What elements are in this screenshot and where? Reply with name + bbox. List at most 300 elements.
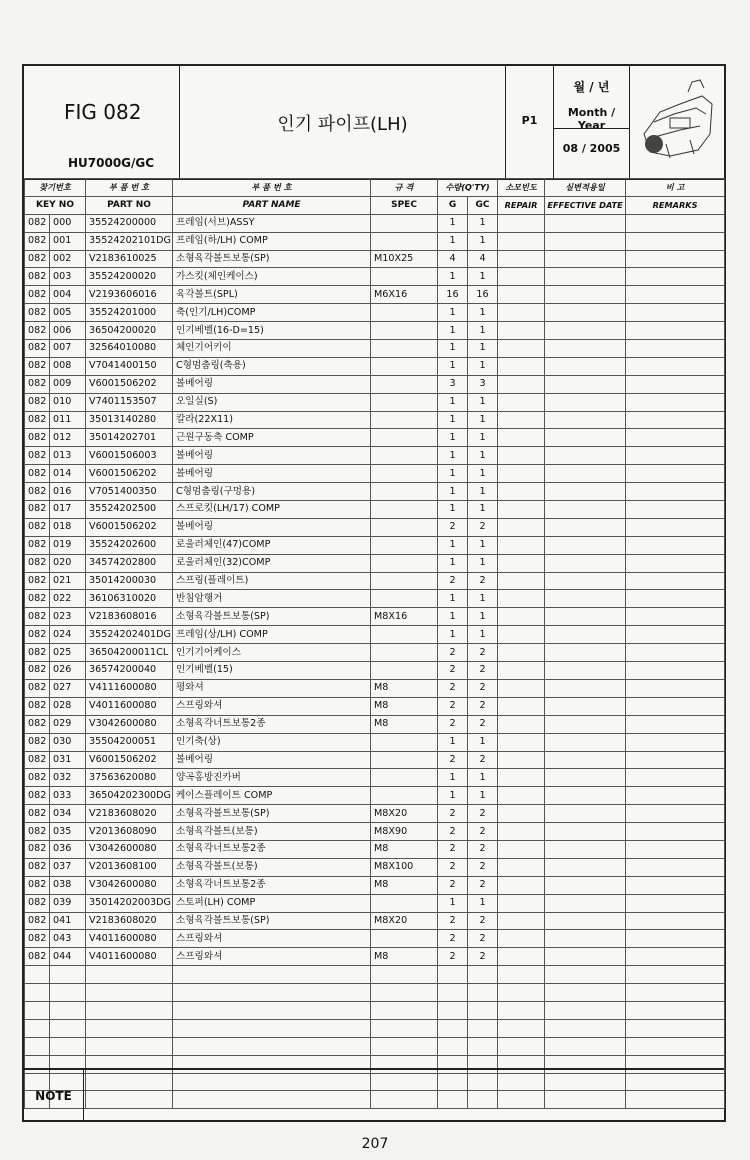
cell-spec xyxy=(371,232,438,250)
cell-spec: M8X16 xyxy=(371,608,438,626)
empty-cell xyxy=(545,447,626,465)
cell-fig: 082 xyxy=(25,858,50,876)
cell-name: 스프링와셔 xyxy=(173,948,371,966)
cell-g: 1 xyxy=(438,608,468,626)
cell-part: 36504202300DG xyxy=(86,787,173,805)
cell-part: 35524200000 xyxy=(86,214,173,232)
cell-part: V6001506202 xyxy=(86,465,173,483)
empty-cell xyxy=(545,679,626,697)
cell-spec: M8X20 xyxy=(371,912,438,930)
empty-cell xyxy=(173,966,371,984)
cell-gc: 1 xyxy=(468,214,498,232)
cell-g: 1 xyxy=(438,447,468,465)
cell-key: 030 xyxy=(50,733,86,751)
empty-cell xyxy=(498,304,545,322)
empty-cell xyxy=(498,411,545,429)
table-row xyxy=(25,679,725,697)
table-row xyxy=(25,268,725,286)
cell-gc: 2 xyxy=(468,572,498,590)
empty-cell xyxy=(545,787,626,805)
table-row xyxy=(25,429,725,447)
cell-gc: 2 xyxy=(468,858,498,876)
cell-key: 018 xyxy=(50,518,86,536)
empty-cell xyxy=(498,232,545,250)
cell-g: 2 xyxy=(438,930,468,948)
empty-cell xyxy=(498,554,545,572)
cell-part: 32564010080 xyxy=(86,340,173,358)
cell-fig: 082 xyxy=(25,805,50,823)
cell-spec xyxy=(371,733,438,751)
cell-spec xyxy=(371,411,438,429)
cell-key: 038 xyxy=(50,876,86,894)
table-row xyxy=(25,340,725,358)
cell-name: 로울러체인(32)COMP xyxy=(173,554,371,572)
cell-fig: 082 xyxy=(25,304,50,322)
cell-g: 1 xyxy=(438,340,468,358)
cell-spec xyxy=(371,644,438,662)
empty-cell xyxy=(50,1019,86,1037)
empty-cell xyxy=(626,322,725,340)
table-row xyxy=(25,232,725,250)
cell-gc: 2 xyxy=(468,948,498,966)
empty-cell xyxy=(545,268,626,286)
empty-cell xyxy=(498,930,545,948)
cell-fig: 082 xyxy=(25,590,50,608)
table-row xyxy=(25,572,725,590)
cell-fig: 082 xyxy=(25,447,50,465)
empty-cell xyxy=(25,984,50,1002)
cell-gc: 2 xyxy=(468,679,498,697)
cell-name: 스프링와셔 xyxy=(173,930,371,948)
machine-illustration-icon xyxy=(640,74,716,166)
cell-gc: 2 xyxy=(468,930,498,948)
cell-spec xyxy=(371,375,438,393)
cell-fig: 082 xyxy=(25,715,50,733)
table-row xyxy=(25,697,725,715)
cell-key: 016 xyxy=(50,483,86,501)
cell-gc: 1 xyxy=(468,322,498,340)
cell-key: 044 xyxy=(50,948,86,966)
table-row xyxy=(25,876,725,894)
cell-fig: 082 xyxy=(25,644,50,662)
table-row xyxy=(25,894,725,912)
cell-name: 볼베어링 xyxy=(173,751,371,769)
empty-cell xyxy=(86,1001,173,1019)
cell-part: V4011600080 xyxy=(86,948,173,966)
empty-cell xyxy=(498,375,545,393)
cell-g: 1 xyxy=(438,393,468,411)
parts-rows xyxy=(25,214,725,1109)
empty-cell xyxy=(545,501,626,519)
empty-cell xyxy=(438,1019,468,1037)
cell-fig: 082 xyxy=(25,572,50,590)
cell-spec xyxy=(371,501,438,519)
empty-cell xyxy=(50,966,86,984)
cell-name: 소형육각볼트보통(SP) xyxy=(173,250,371,268)
page-number: 207 xyxy=(361,1136,389,1152)
empty-cell xyxy=(371,1037,438,1055)
cell-g: 1 xyxy=(438,483,468,501)
empty-cell xyxy=(545,1019,626,1037)
cell-key: 008 xyxy=(50,357,86,375)
cell-name: 스프링(플레이트) xyxy=(173,572,371,590)
table-row xyxy=(25,590,725,608)
cell-gc: 2 xyxy=(468,876,498,894)
cell-gc: 1 xyxy=(468,590,498,608)
empty-cell xyxy=(173,1001,371,1019)
empty-cell xyxy=(498,465,545,483)
cell-key: 035 xyxy=(50,823,86,841)
parts-list-sheet xyxy=(22,64,726,1122)
empty-row xyxy=(25,1019,725,1037)
spec-header-kr: 규 격 xyxy=(371,179,438,197)
empty-cell xyxy=(545,644,626,662)
page-title: 인기 파이프(LH) xyxy=(277,114,408,135)
table-row xyxy=(25,715,725,733)
empty-cell xyxy=(50,984,86,1002)
empty-cell xyxy=(626,429,725,447)
empty-cell xyxy=(626,250,725,268)
cell-spec xyxy=(371,447,438,465)
cell-fig: 082 xyxy=(25,286,50,304)
cell-key: 031 xyxy=(50,751,86,769)
cell-name: 소형육각볼트보통(SP) xyxy=(173,608,371,626)
cell-part: 36504200011CL xyxy=(86,644,173,662)
cell-fig: 082 xyxy=(25,608,50,626)
cell-gc: 16 xyxy=(468,286,498,304)
cell-fig: 082 xyxy=(25,429,50,447)
cell-fig: 082 xyxy=(25,375,50,393)
cell-spec xyxy=(371,769,438,787)
empty-cell xyxy=(626,840,725,858)
empty-cell xyxy=(545,554,626,572)
table-row xyxy=(25,411,725,429)
empty-cell xyxy=(545,858,626,876)
cell-key: 023 xyxy=(50,608,86,626)
cell-spec: M8X100 xyxy=(371,858,438,876)
cell-fig: 082 xyxy=(25,536,50,554)
empty-cell xyxy=(86,1037,173,1055)
empty-cell xyxy=(545,751,626,769)
cell-gc: 1 xyxy=(468,357,498,375)
cell-fig: 082 xyxy=(25,876,50,894)
cell-gc: 4 xyxy=(468,250,498,268)
cell-key: 013 xyxy=(50,447,86,465)
cell-part: V3042600080 xyxy=(86,840,173,858)
empty-cell xyxy=(626,733,725,751)
cell-gc: 2 xyxy=(468,715,498,733)
empty-cell xyxy=(545,483,626,501)
empty-cell xyxy=(498,894,545,912)
cell-part: V7041400150 xyxy=(86,357,173,375)
empty-cell xyxy=(25,1019,50,1037)
cell-fig: 082 xyxy=(25,411,50,429)
date-divider xyxy=(554,128,629,129)
cell-key: 001 xyxy=(50,232,86,250)
cell-key: 012 xyxy=(50,429,86,447)
cell-gc: 1 xyxy=(468,787,498,805)
cell-spec xyxy=(371,340,438,358)
cell-gc: 2 xyxy=(468,805,498,823)
table-row xyxy=(25,912,725,930)
empty-cell xyxy=(626,536,725,554)
cell-name: 근원구동축 COMP xyxy=(173,429,371,447)
cell-key: 032 xyxy=(50,769,86,787)
part-name-header-kr: 부 품 번 호 xyxy=(173,179,371,197)
empty-cell xyxy=(626,1001,725,1019)
empty-cell xyxy=(626,858,725,876)
cell-g: 1 xyxy=(438,894,468,912)
cell-key: 003 xyxy=(50,268,86,286)
cell-key: 019 xyxy=(50,536,86,554)
empty-cell xyxy=(545,214,626,232)
table-row xyxy=(25,554,725,572)
empty-cell xyxy=(626,554,725,572)
cell-gc: 1 xyxy=(468,447,498,465)
empty-cell xyxy=(498,340,545,358)
empty-cell xyxy=(626,304,725,322)
empty-cell xyxy=(498,966,545,984)
empty-cell xyxy=(626,697,725,715)
cell-name: 로울러체인(47)COMP xyxy=(173,536,371,554)
cell-key: 024 xyxy=(50,626,86,644)
empty-cell xyxy=(626,644,725,662)
cell-gc: 1 xyxy=(468,340,498,358)
empty-cell xyxy=(626,1037,725,1055)
empty-cell xyxy=(545,966,626,984)
empty-cell xyxy=(626,214,725,232)
empty-cell xyxy=(498,214,545,232)
issue-date: 08 / 2005 xyxy=(562,142,621,155)
cell-g: 1 xyxy=(438,357,468,375)
cell-name: 인기축(상) xyxy=(173,733,371,751)
empty-cell xyxy=(498,393,545,411)
empty-cell xyxy=(626,769,725,787)
cell-g: 4 xyxy=(438,250,468,268)
table-row xyxy=(25,501,725,519)
cell-g: 2 xyxy=(438,518,468,536)
table-row xyxy=(25,393,725,411)
empty-cell xyxy=(498,733,545,751)
table-row xyxy=(25,948,725,966)
sheet-header xyxy=(24,66,724,180)
empty-cell xyxy=(545,590,626,608)
empty-cell xyxy=(545,411,626,429)
cell-key: 022 xyxy=(50,590,86,608)
empty-cell xyxy=(498,536,545,554)
cell-g: 1 xyxy=(438,501,468,519)
cell-key: 005 xyxy=(50,304,86,322)
cell-part: 35524202101DG xyxy=(86,232,173,250)
cell-key: 020 xyxy=(50,554,86,572)
qty-gc-header: GC xyxy=(468,196,498,214)
empty-cell xyxy=(50,1001,86,1019)
cell-name: 양곡홍방진카버 xyxy=(173,769,371,787)
cell-part: V4011600080 xyxy=(86,930,173,948)
cell-g: 1 xyxy=(438,554,468,572)
cell-name: 인기베벨(15) xyxy=(173,662,371,680)
table-row xyxy=(25,536,725,554)
cell-name: 소형육각너트보통2종 xyxy=(173,876,371,894)
empty-cell xyxy=(498,1019,545,1037)
empty-cell xyxy=(626,357,725,375)
empty-cell xyxy=(545,930,626,948)
empty-cell xyxy=(86,966,173,984)
cell-spec xyxy=(371,536,438,554)
cell-fig: 082 xyxy=(25,232,50,250)
cell-key: 027 xyxy=(50,679,86,697)
empty-cell xyxy=(626,447,725,465)
table-row xyxy=(25,644,725,662)
cell-gc: 1 xyxy=(468,733,498,751)
empty-cell xyxy=(498,1001,545,1019)
empty-cell xyxy=(498,751,545,769)
cell-name: 볼베어링 xyxy=(173,447,371,465)
cell-spec xyxy=(371,304,438,322)
empty-cell xyxy=(545,1037,626,1055)
cell-fig: 082 xyxy=(25,501,50,519)
cell-name: 스프링와셔 xyxy=(173,697,371,715)
cell-g: 1 xyxy=(438,769,468,787)
cell-name: 스토퍼(LH) COMP xyxy=(173,894,371,912)
empty-cell xyxy=(25,966,50,984)
empty-cell xyxy=(626,715,725,733)
cell-spec xyxy=(371,393,438,411)
empty-cell xyxy=(545,1001,626,1019)
cell-spec: M8 xyxy=(371,715,438,733)
cell-spec: M8X20 xyxy=(371,805,438,823)
month-year-label-en: Month / Year xyxy=(567,106,616,132)
cell-part: V2193606016 xyxy=(86,286,173,304)
cell-spec: M8X90 xyxy=(371,823,438,841)
cell-g: 1 xyxy=(438,465,468,483)
cell-part: 36106310020 xyxy=(86,590,173,608)
empty-cell xyxy=(626,948,725,966)
cell-fig: 082 xyxy=(25,697,50,715)
cell-part: V2183608020 xyxy=(86,805,173,823)
cell-part: V6001506202 xyxy=(86,518,173,536)
page-cell xyxy=(506,66,554,178)
cell-spec xyxy=(371,322,438,340)
cell-part: 35504200051 xyxy=(86,733,173,751)
cell-key: 036 xyxy=(50,840,86,858)
empty-cell xyxy=(498,250,545,268)
fig-number: FIG 082 xyxy=(64,100,142,124)
cell-fig: 082 xyxy=(25,554,50,572)
qty-header-kr: 수량(Q'TY) xyxy=(438,179,498,197)
cell-name: 체인기어키이 xyxy=(173,340,371,358)
cell-gc: 1 xyxy=(468,608,498,626)
cell-key: 000 xyxy=(50,214,86,232)
empty-cell xyxy=(626,501,725,519)
cell-name: 볼베어링 xyxy=(173,518,371,536)
cell-g: 1 xyxy=(438,411,468,429)
cell-part: 35524202600 xyxy=(86,536,173,554)
cell-gc: 2 xyxy=(468,751,498,769)
cell-fig: 082 xyxy=(25,268,50,286)
empty-cell xyxy=(86,984,173,1002)
cell-g: 1 xyxy=(438,232,468,250)
cell-fig: 082 xyxy=(25,393,50,411)
cell-part: V2183608020 xyxy=(86,912,173,930)
cell-fig: 082 xyxy=(25,679,50,697)
empty-cell xyxy=(468,1037,498,1055)
assembly-thumbnail xyxy=(630,66,724,178)
cell-spec: M8 xyxy=(371,840,438,858)
cell-gc: 2 xyxy=(468,662,498,680)
cell-key: 043 xyxy=(50,930,86,948)
cell-fig: 082 xyxy=(25,930,50,948)
cell-name: 인기기어케이스 xyxy=(173,644,371,662)
key-no-header-kr: 찾기번호 xyxy=(25,179,86,197)
empty-cell xyxy=(545,429,626,447)
empty-cell xyxy=(545,536,626,554)
empty-cell xyxy=(438,1001,468,1019)
cell-key: 041 xyxy=(50,912,86,930)
empty-cell xyxy=(173,1037,371,1055)
cell-gc: 2 xyxy=(468,518,498,536)
cell-part: 35014202003DG xyxy=(86,894,173,912)
cell-g: 16 xyxy=(438,286,468,304)
cell-g: 2 xyxy=(438,751,468,769)
cell-name: 칼라(22X11) xyxy=(173,411,371,429)
empty-cell xyxy=(545,769,626,787)
table-row xyxy=(25,626,725,644)
empty-cell xyxy=(498,429,545,447)
empty-cell xyxy=(371,966,438,984)
cell-gc: 1 xyxy=(468,626,498,644)
cell-name: 프레임(서브)ASSY xyxy=(173,214,371,232)
effective-date-header: EFFECTIVE DATE xyxy=(545,196,626,214)
table-row xyxy=(25,805,725,823)
empty-row xyxy=(25,966,725,984)
empty-cell xyxy=(498,662,545,680)
cell-gc: 1 xyxy=(468,393,498,411)
empty-cell xyxy=(626,340,725,358)
empty-cell xyxy=(545,572,626,590)
empty-cell xyxy=(498,948,545,966)
table-row xyxy=(25,823,725,841)
empty-cell xyxy=(438,966,468,984)
cell-part: 35524200020 xyxy=(86,268,173,286)
cell-fig: 082 xyxy=(25,250,50,268)
empty-cell xyxy=(498,608,545,626)
cell-gc: 1 xyxy=(468,501,498,519)
cell-gc: 1 xyxy=(468,536,498,554)
cell-fig: 082 xyxy=(25,787,50,805)
empty-cell xyxy=(626,572,725,590)
cell-part: V6001506003 xyxy=(86,447,173,465)
table-row xyxy=(25,447,725,465)
cell-g: 1 xyxy=(438,787,468,805)
effective-date-header-kr: 실변적용일 xyxy=(545,179,626,197)
cell-name: 소형육각볼트보통(SP) xyxy=(173,805,371,823)
empty-cell xyxy=(545,357,626,375)
cell-g: 1 xyxy=(438,268,468,286)
cell-name: 육각볼트(SPL) xyxy=(173,286,371,304)
empty-cell xyxy=(626,930,725,948)
cell-key: 034 xyxy=(50,805,86,823)
note-box xyxy=(24,1068,724,1122)
cell-spec xyxy=(371,572,438,590)
cell-g: 1 xyxy=(438,626,468,644)
cell-fig: 082 xyxy=(25,769,50,787)
table-row xyxy=(25,250,725,268)
cell-g: 2 xyxy=(438,572,468,590)
spec-header: SPEC xyxy=(371,196,438,214)
empty-cell xyxy=(626,805,725,823)
cell-part: 35524201000 xyxy=(86,304,173,322)
